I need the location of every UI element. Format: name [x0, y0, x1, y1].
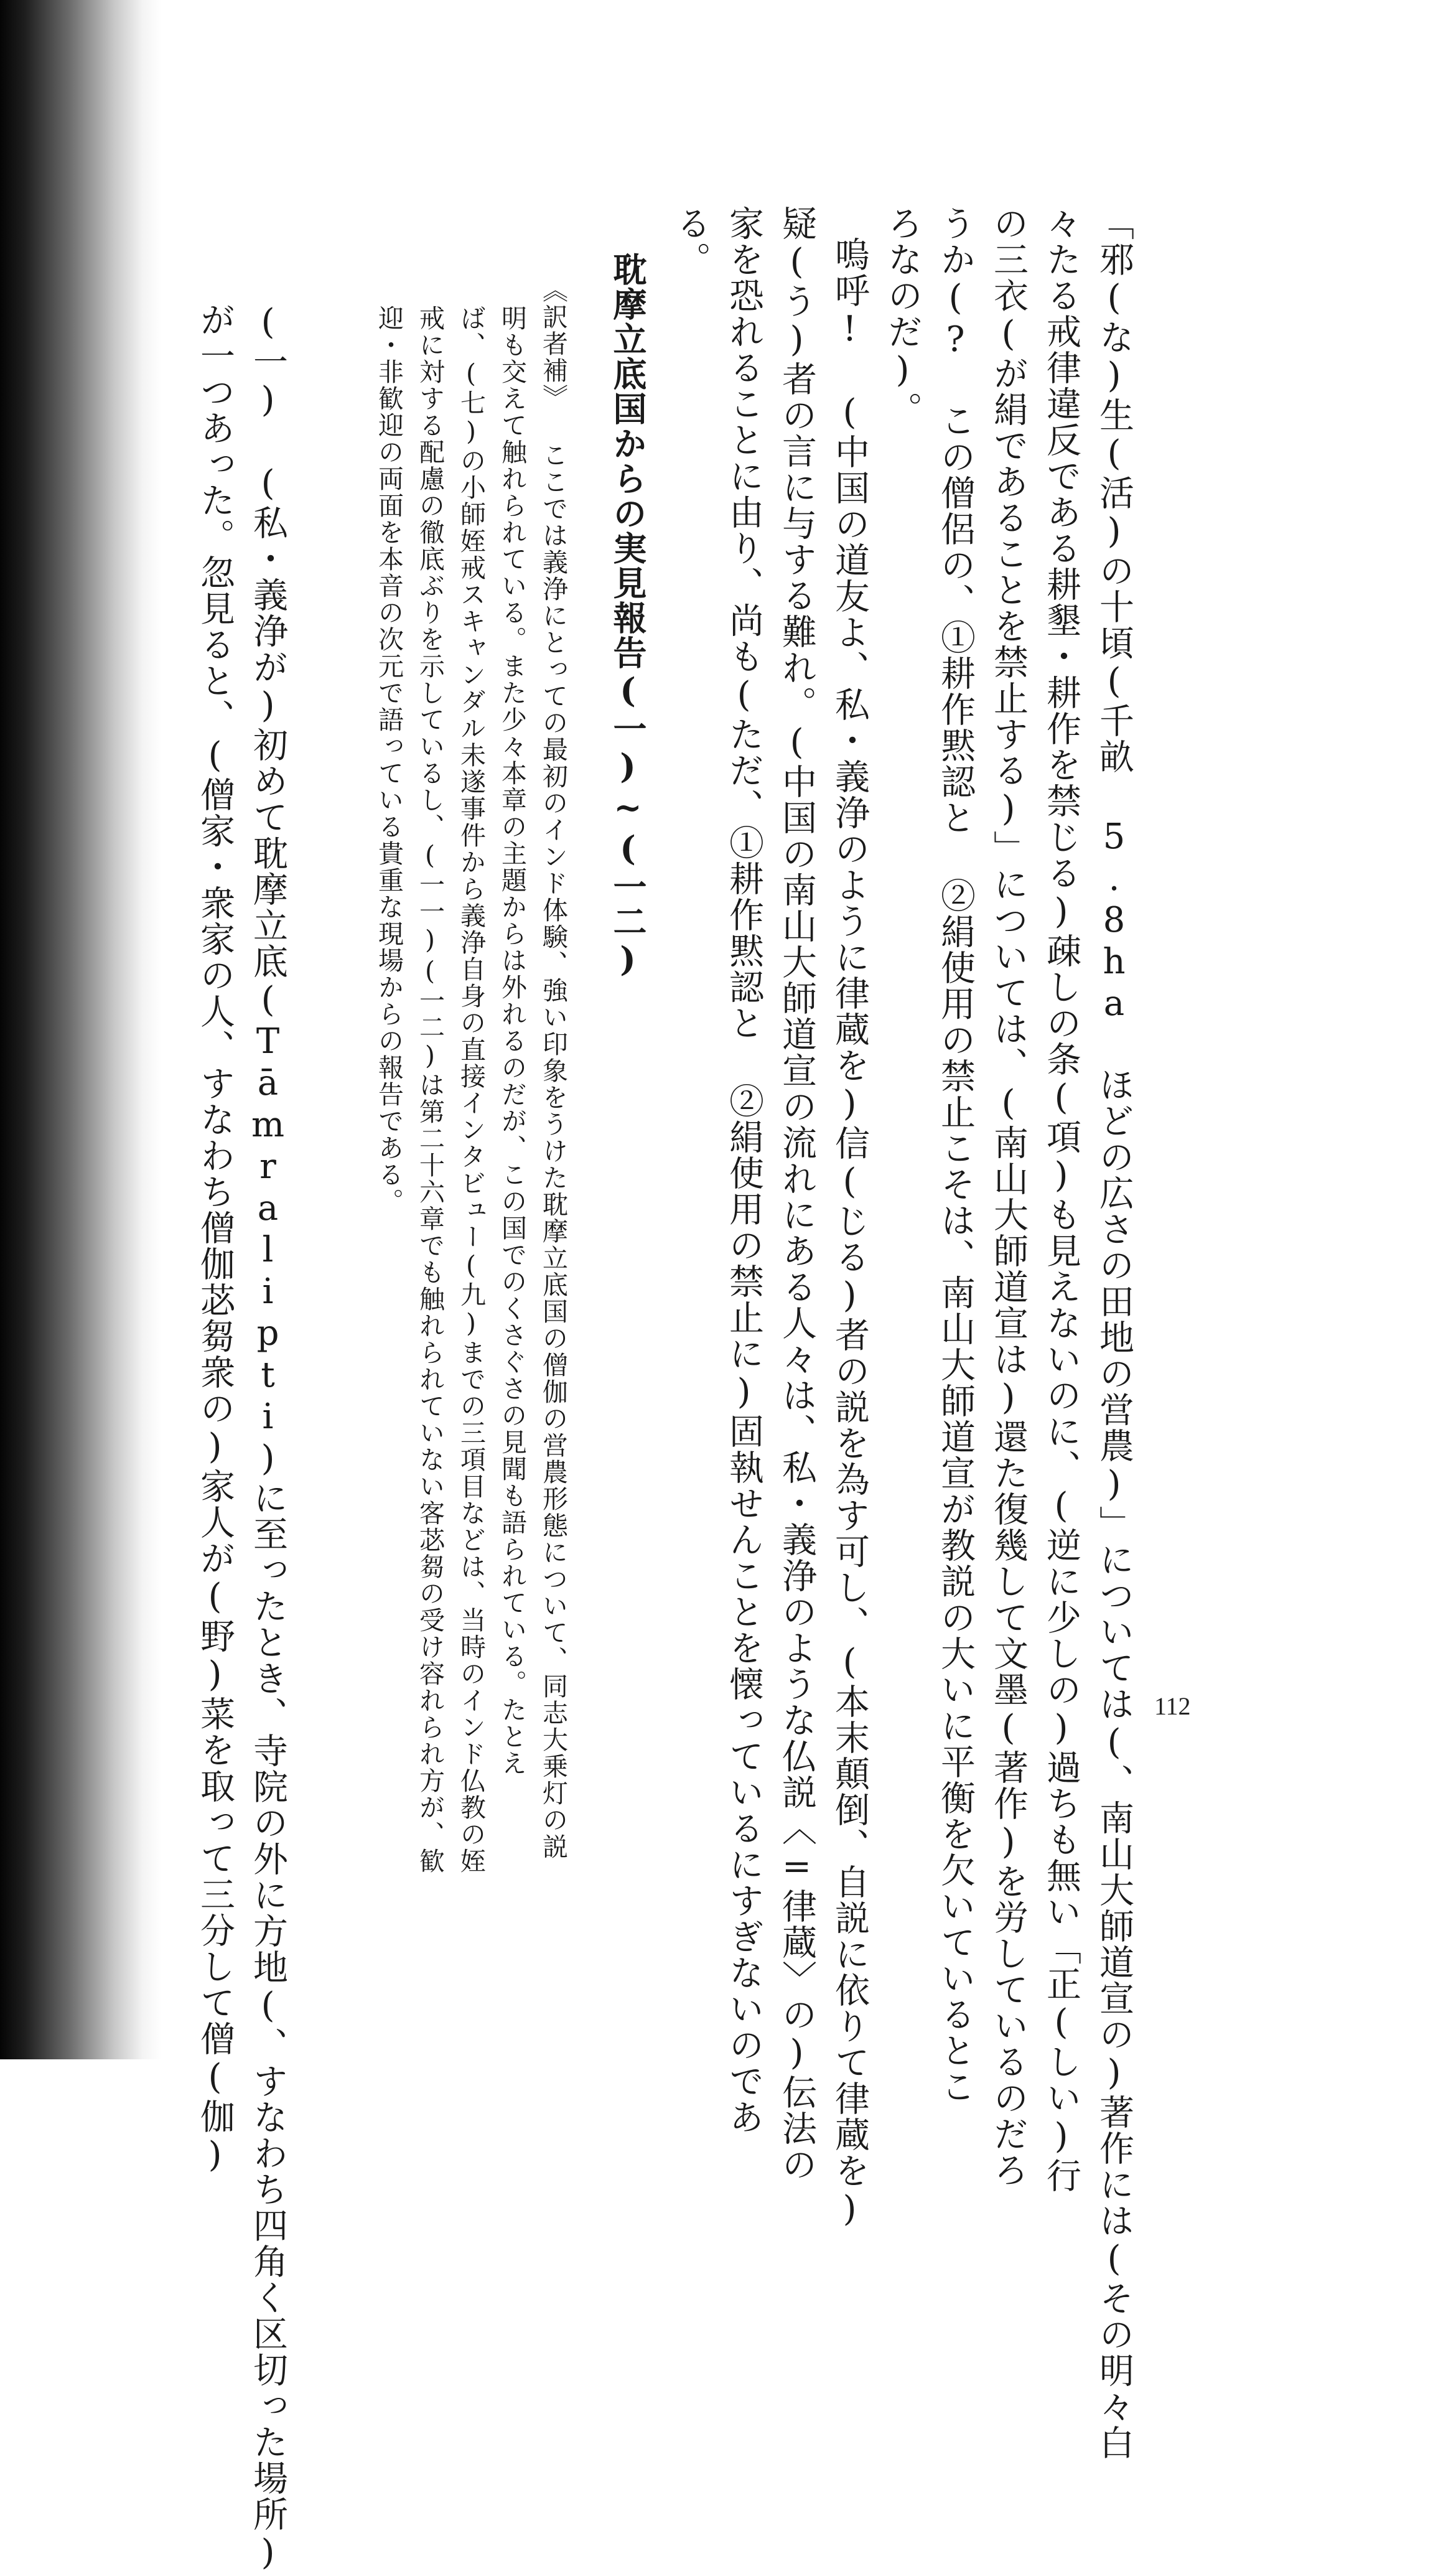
translator-note-column: 迎・非歓迎の両面を本音の次元で語っている貴重な現場からの報告である。: [374, 305, 404, 1215]
body-column: (一) (私・義浄が)初めて耽摩立底(Tāmralipti)に至ったとき、寺院の外に方地(、すなわち四角く区切った場所): [248, 302, 288, 2574]
section-heading: 耽摩立底国からの実見報告(一)~(一二): [608, 252, 648, 980]
translator-note-column: 《訳者補》 ここでは義浄にとっての最初のインド体験、強い印象をうけた耽摩立底国の僧伽の営農形態について、同志大乗灯の説: [538, 277, 568, 1860]
body-column: る。: [671, 205, 711, 278]
body-column: ろなのだ)。: [882, 205, 923, 428]
body-column: が一つあった。忽見ると、(僧家・衆家の人、すなわち僧伽苾芻衆の)家人が(野)菜を取って三分して僧(伽): [195, 302, 235, 2176]
body-column: 「邪(な)生(活)の十頃(千畝 5.8ha ほどの広さの田地の営農)」については(、南山大師道宣の)著作には(その明々白: [1094, 205, 1134, 2461]
page-number: 112: [1154, 1692, 1191, 1720]
body-column: 々たる戒律違反である耕墾・耕作を禁じる)疎しの条(項)も見えないのに、(逆に少しの)過ちも無い「正(しい)行: [1041, 205, 1081, 2194]
scan-edge-shadow: [0, 0, 162, 2059]
body-column: の三衣(が絹であることを禁止する)」については、(南山大師道宣は)還た復幾して文墨(著作)を労しているのだろ: [988, 205, 1029, 2188]
body-column: 家を恐れることに由り、尚も(ただ、①耕作黙認と ②絹使用の禁止に)固執せんことを懐っているにすぎないのであ: [724, 205, 764, 2135]
body-column: 嗚呼! (中国の道友よ、私・義浄のように律蔵を)信(じる)者の説を為す可し、(本末顛倒、自説に依りて律蔵を): [829, 236, 870, 2230]
translator-note-column: 明も交えて触れられている。また少々本章の主題からは外れるのだが、この国でのくさぐさの見聞も語られている。たとえ: [497, 305, 527, 1777]
body-column: 疑(う)者の言に与する難れ。(中国の南山大師道宣の流れにある人々は、私・義浄のような仏説〈=律蔵〉の)伝法の: [777, 205, 817, 2183]
translator-note-column: ば、(七)の小師姪戒スキャンダル未遂事件から義浄自身の直接インタビュー(九)までの三項目などは、当時のインド仏教の姪: [456, 305, 486, 1874]
translator-note-column: 戒に対する配慮の徹底ぶりを示しているし、(一一)(一二)は第二十六章でも触れられていない客苾芻の受け容れられ方が、歓: [415, 305, 445, 1874]
body-column: うか(? この僧侶の、①耕作黙認と ②絹使用の禁止こそは、南山大師道宣が教説の大いに平衡を欠いているとこ: [935, 205, 976, 2105]
